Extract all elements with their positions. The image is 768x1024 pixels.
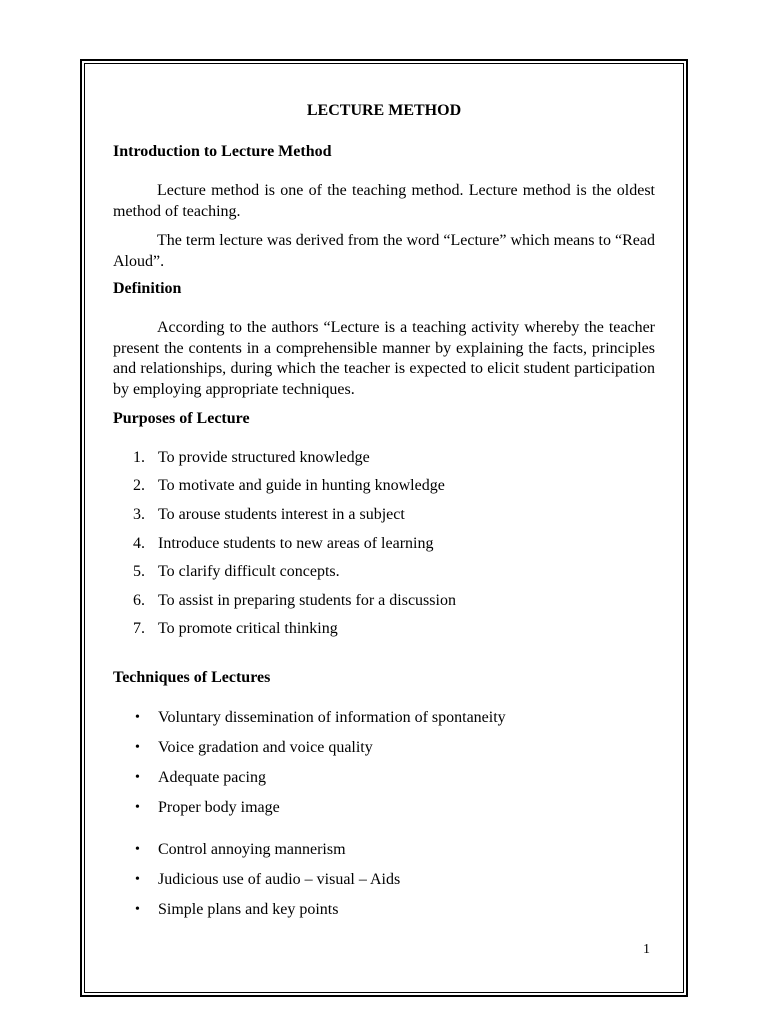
bullet-icon: • <box>135 842 140 857</box>
list-item: Judicious use of audio – visual – Aids <box>158 871 401 888</box>
document-title: LECTURE METHOD <box>306 102 462 119</box>
intro-paragraph-1: Lecture method is one of the teaching method. Lecture method is the oldest method of teaching. <box>113 182 655 220</box>
list-item-number: 6. <box>133 592 145 609</box>
list-item: Control annoying mannerism <box>158 841 346 858</box>
list-item: Simple plans and key points <box>158 901 339 918</box>
list-item: To motivate and guide in hunting knowledge <box>158 477 445 494</box>
list-item-number: 5. <box>133 563 145 580</box>
list-item-number: 1. <box>133 449 145 466</box>
list-item: Adequate pacing <box>158 769 266 786</box>
list-item-number: 4. <box>133 535 145 552</box>
list-item-number: 3. <box>133 506 145 523</box>
list-item-number: 7. <box>133 620 145 637</box>
bullet-icon: • <box>135 740 140 755</box>
bullet-icon: • <box>135 872 140 887</box>
list-item: Introduce students to new areas of learning <box>158 535 434 552</box>
list-item: Proper body image <box>158 799 280 816</box>
bullet-icon: • <box>135 902 140 917</box>
intro-paragraph-2: The term lecture was derived from the word “Lecture” which means to “Read Aloud”. <box>113 232 655 270</box>
list-item: To assist in preparing students for a discussion <box>158 592 456 609</box>
definition-paragraph: According to the authors “Lecture is a teaching activity whereby the teacher present the contents in a comprehensible manner by explaining the facts, principles and relationships, during which the teacher is expected to elicit student participation by employing appropriate techniques. <box>113 319 655 398</box>
page-number: 1 <box>643 942 650 957</box>
bullet-icon: • <box>135 710 140 725</box>
list-item: To promote critical thinking <box>158 620 338 637</box>
list-item: Voice gradation and voice quality <box>158 739 373 756</box>
list-item: To arouse students interest in a subject <box>158 506 405 523</box>
bullet-icon: • <box>135 800 140 815</box>
list-item: To clarify difficult concepts. <box>158 563 340 580</box>
definition-heading: Definition <box>113 280 182 297</box>
bullet-icon: • <box>135 770 140 785</box>
list-item: Voluntary dissemination of information of spontaneity <box>158 709 506 726</box>
purposes-heading: Purposes of Lecture <box>113 410 250 427</box>
list-item-number: 2. <box>133 477 145 494</box>
intro-heading: Introduction to Lecture Method <box>113 143 332 160</box>
techniques-heading: Techniques of Lectures <box>113 669 271 686</box>
list-item: To provide structured knowledge <box>158 449 370 466</box>
